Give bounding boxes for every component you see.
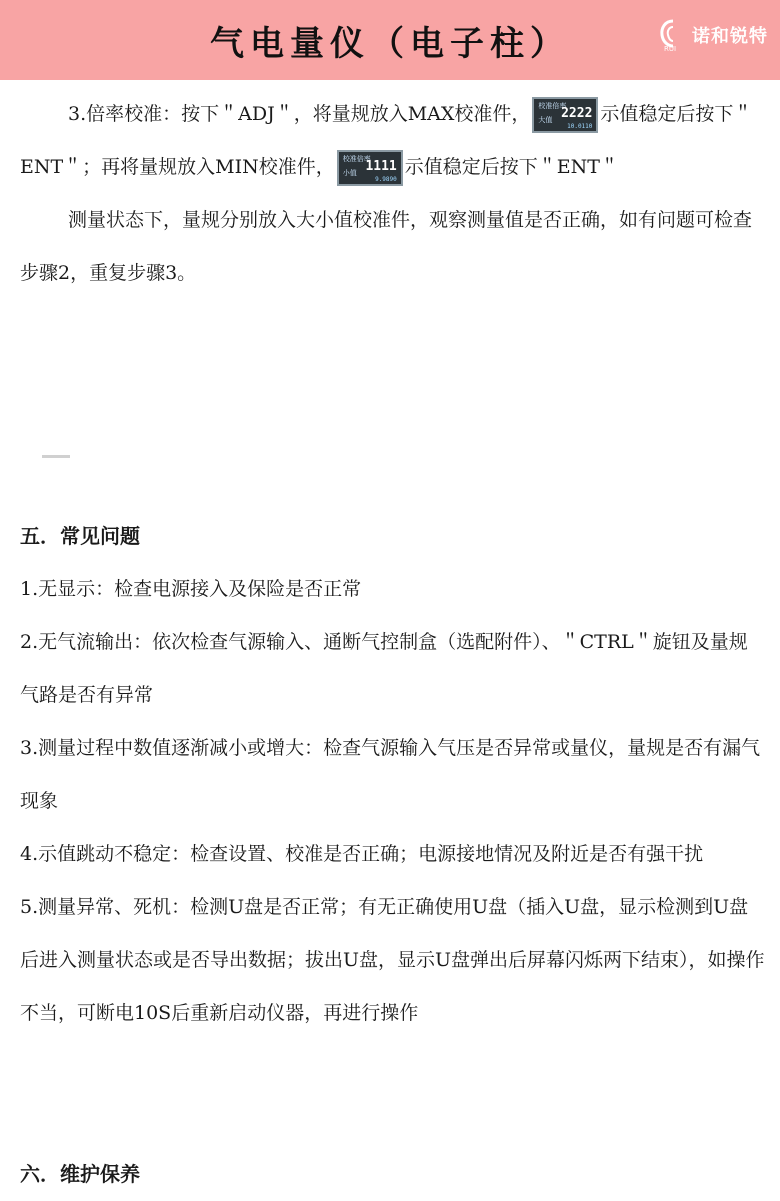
lcd-max-label: 大值	[538, 116, 553, 124]
page-header	[0, 0, 780, 80]
brand-logo	[658, 18, 768, 52]
divider-mark	[42, 455, 70, 458]
lcd-max-display	[532, 97, 598, 133]
page-title: 气电量仪（电子柱）	[210, 24, 570, 64]
step3-text-3: 示值稳定后按下＂ENT＂	[404, 156, 619, 178]
calibration-section	[20, 88, 765, 300]
lcd-min-title: 校准倍率	[342, 155, 371, 163]
lcd-min-display	[337, 150, 403, 186]
svg-text:RUI: RUI	[664, 45, 677, 52]
lcd-min-sub: 9.9890	[375, 176, 397, 183]
lcd-min-value: 1111	[365, 159, 397, 174]
faq-item: 2.无气流输出：依次检查气源输入、通断气控制盒（选配附件）、＂CTRL＂旋钮及量规气路是否有异常	[20, 631, 748, 706]
faq-item: 5.测量异常、死机：检测U盘是否正常；有无正确使用U盘（插入U盘，显示检测到U盘后进入测量状态或是否导出数据；拔出U盘，显示U盘弹出后屏幕闪烁两下结束），如操作不当，可断电10S后重新启动仪器，再进行操作	[20, 896, 765, 1024]
logo-mark-icon	[658, 18, 688, 52]
calibration-note: 测量状态下，量规分别放入大小值校准件，观察测量值是否正确，如有问题可检查步骤2，重复步骤3。	[20, 209, 753, 284]
calibration-step3	[20, 88, 765, 194]
lcd-max-sub: 10.0110	[567, 123, 593, 130]
logo-text: 诺和锐特	[692, 26, 768, 47]
lcd-max-title: 校准倍率	[538, 102, 567, 110]
faq-item: 1.无显示：检查电源接入及保险是否正常	[20, 578, 362, 600]
step3-text-2: 示值稳定后按下＂ENT＂；再将量规放入MIN校准件，	[20, 103, 753, 178]
step3-text-1: 3.倍率校准：按下＂ADJ＂，将量规放入MAX校准件，	[68, 103, 531, 125]
faq-item: 4.示值跳动不稳定：检查设置、校准是否正确；电源接地情况及附近是否有强干扰	[20, 843, 704, 865]
faq-section	[20, 510, 765, 1040]
faq-item: 3.测量过程中数值逐渐减小或增大：检查气源输入气压是否异常或量仪，量规是否有漏气现象	[20, 737, 761, 812]
maintenance-heading: 六．维护保养	[20, 1162, 140, 1186]
faq-heading: 五．常见问题	[20, 524, 140, 548]
lcd-min-label: 小值	[342, 169, 357, 177]
maintenance-section	[20, 1148, 140, 1201]
lcd-max-value: 2222	[561, 106, 593, 121]
